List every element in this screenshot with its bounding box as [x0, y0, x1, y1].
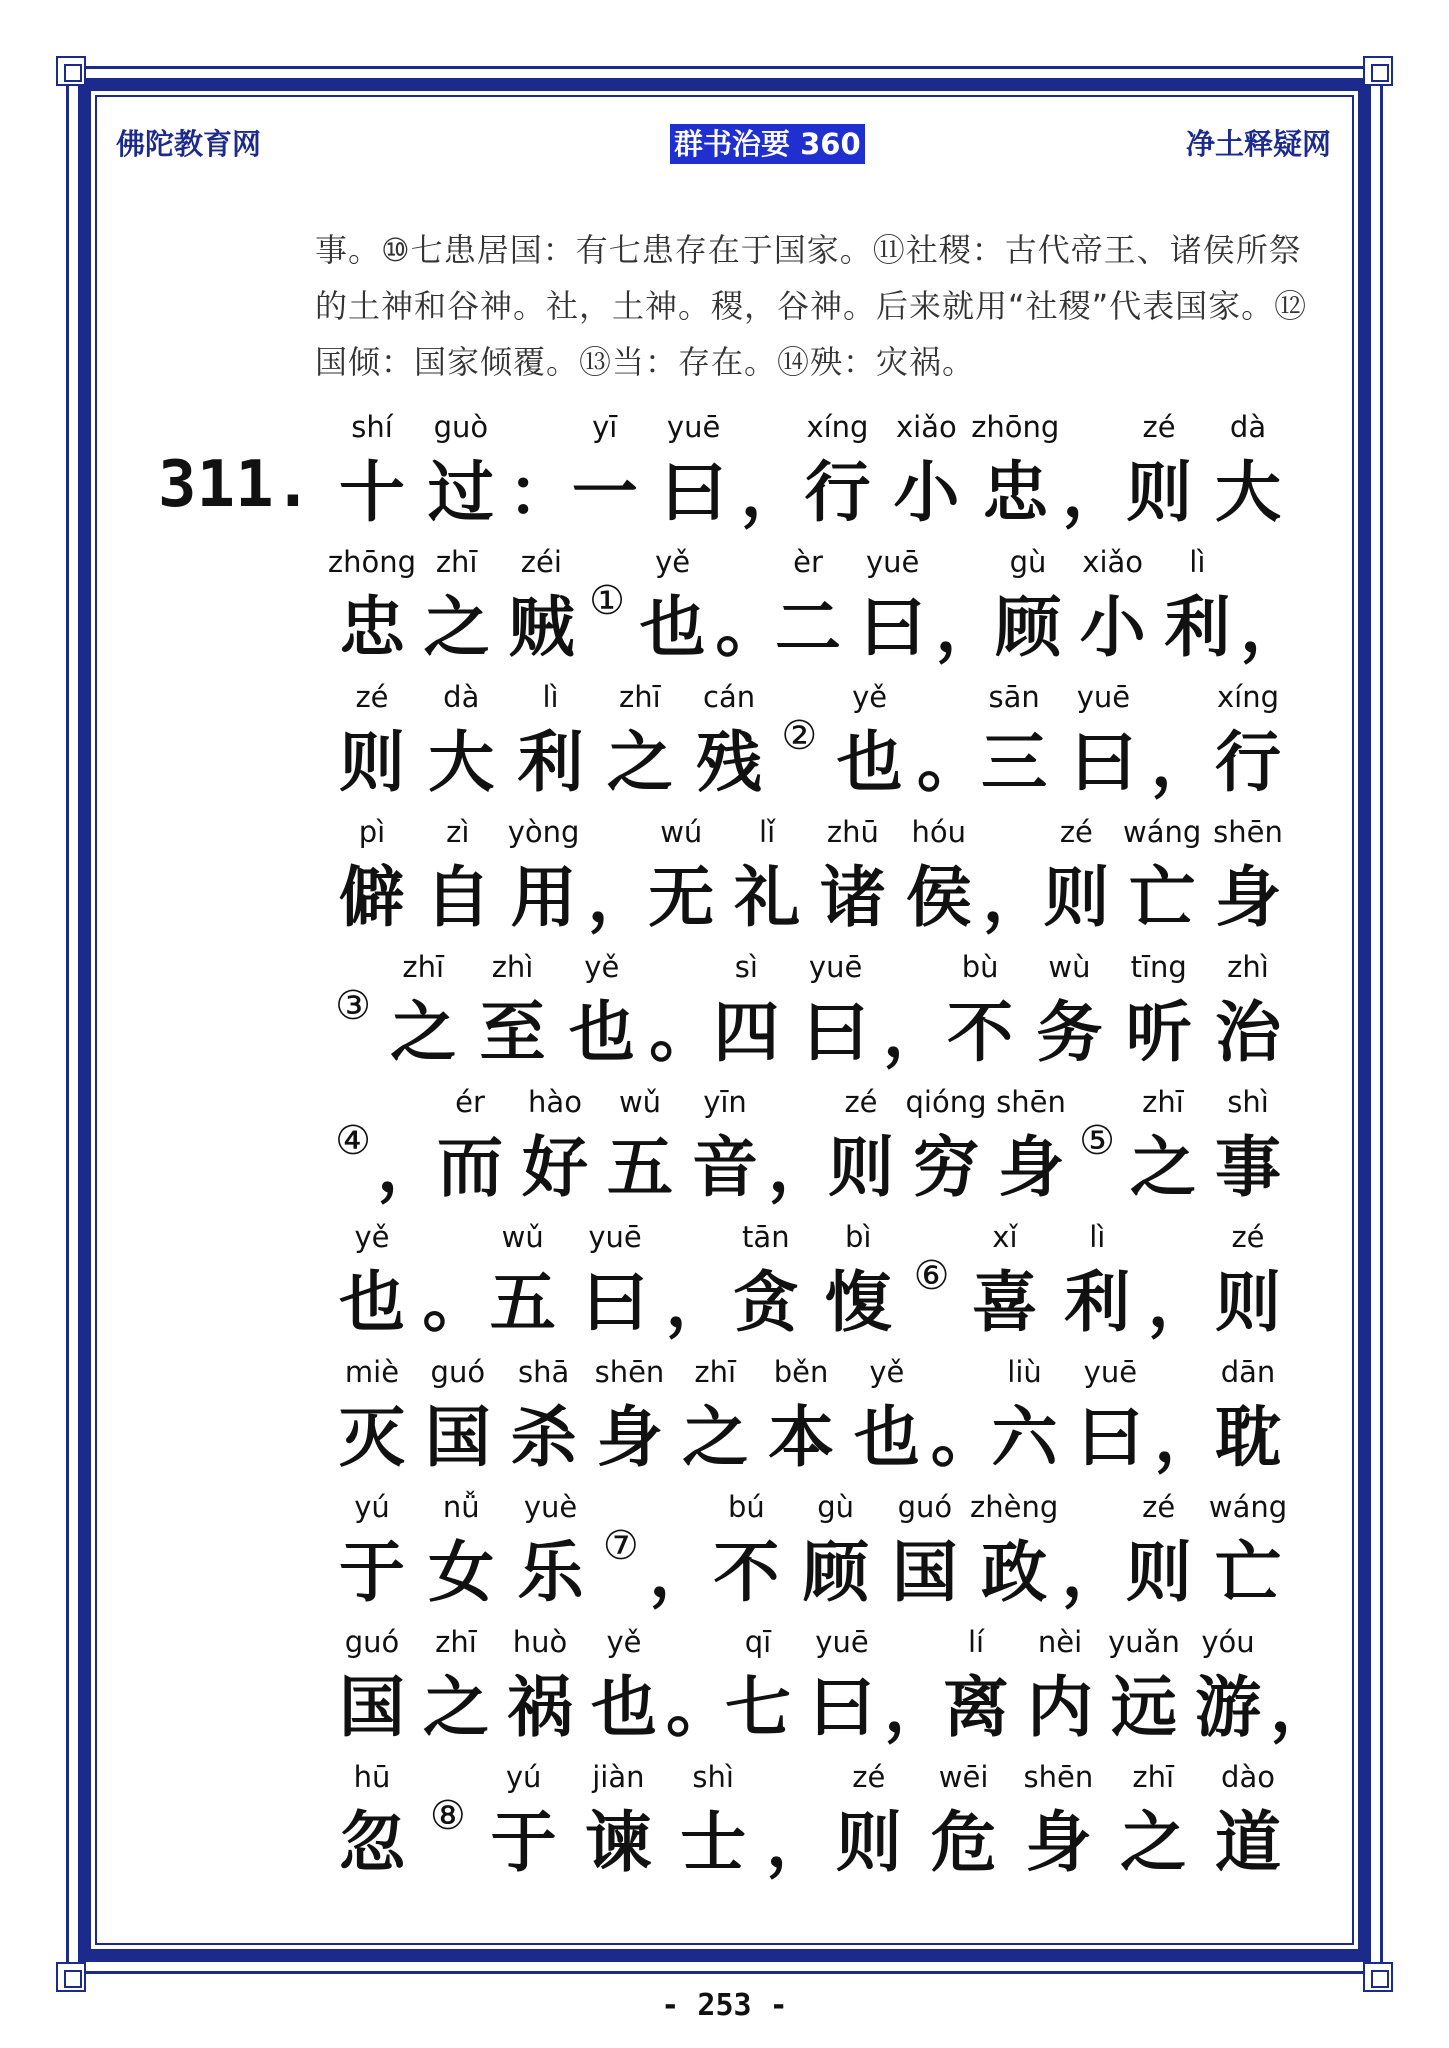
pinyin: guó [897, 1490, 953, 1524]
hanzi: 则 [1125, 1533, 1192, 1611]
hanzi: 而 [437, 1128, 503, 1206]
hanzi: 十 [339, 453, 405, 531]
pinyin: yuē [1083, 1355, 1138, 1389]
pinyin: yě [354, 1220, 390, 1254]
pinyin: xiǎo [895, 410, 957, 444]
syllable-cell [509, 1490, 593, 1630]
pinyin: bù [961, 950, 999, 984]
hanzi: 杀 [510, 1398, 577, 1476]
hanzi: 曰 [660, 453, 727, 531]
hanzi: 贼 [508, 588, 575, 666]
pinyin: zhì [1227, 950, 1269, 984]
pinyin: běn [773, 1355, 829, 1389]
hanzi: 利 [1064, 1263, 1131, 1341]
verse-line [330, 1760, 1290, 1900]
pinyin: wú [660, 815, 703, 849]
pinyin: yú [505, 1760, 542, 1794]
syllable-cell [851, 545, 935, 685]
syllable-cell [1206, 1220, 1290, 1360]
hanzi: 身 [998, 1128, 1064, 1206]
hanzi: 好 [522, 1128, 588, 1206]
pinyin: dān [1220, 1355, 1276, 1389]
pinyin: guó [430, 1355, 486, 1389]
pinyin: yóu [1201, 1625, 1255, 1659]
pinyin: shēn [594, 1355, 665, 1389]
syllable-cell [971, 410, 1060, 550]
hanzi: 自 [424, 858, 491, 936]
punctuation: ， [587, 858, 654, 936]
pinyin: huò [512, 1625, 568, 1659]
punctuation: ， [882, 993, 949, 1071]
punctuation: ， [1270, 1668, 1336, 1746]
hanzi: 顾 [995, 588, 1061, 666]
footnote-marker: ⑦ [602, 1523, 639, 1569]
hanzi: 顾 [802, 1533, 869, 1611]
verse-line [330, 1355, 1290, 1495]
pinyin: zé [1059, 815, 1093, 849]
syllable-cell [794, 950, 878, 1090]
pinyin: pì [358, 815, 386, 849]
pinyin: nèi [1037, 1625, 1083, 1659]
pinyin: zé [1142, 410, 1176, 444]
pinyin: tān [742, 1220, 790, 1254]
pinyin: zéi [520, 545, 562, 579]
hanzi: 耽 [1215, 1398, 1281, 1476]
syllable-cell [989, 1085, 1073, 1225]
hanzi: 则 [828, 1128, 894, 1206]
pinyin: guó [344, 1625, 400, 1659]
pinyin: zhī [435, 1625, 477, 1659]
syllable-cell [560, 950, 644, 1090]
punctuation: 。 [715, 588, 782, 666]
pinyin: bú [727, 1490, 765, 1524]
hanzi: 也 [591, 1668, 657, 1746]
hanzi: 忠 [982, 453, 1049, 531]
syllable-cell [1206, 950, 1290, 1090]
footnote-paragraph: 事。⑩七患居国：有七患存在于国家。⑪社稷：古代帝王、诸侯所祭的土神和谷神。社，土神。稷，谷神。后来就用“社稷”代表国家。⑫国倾：国家倾覆。⑬当：存在。⑭殃：灾祸。 [315, 231, 1308, 381]
punctuation: ， [768, 1128, 834, 1206]
pinyin: wēi [938, 1760, 989, 1794]
pinyin: shēn [996, 1085, 1066, 1119]
syllable-cell [970, 1490, 1059, 1630]
hanzi: 忽 [339, 1803, 405, 1881]
hanzi: 过 [427, 453, 494, 531]
pinyin: yīn [703, 1085, 747, 1119]
syllable-cell [582, 1625, 666, 1765]
hanzi: 至 [479, 993, 546, 1071]
pinyin: lí [967, 1625, 985, 1659]
hanzi: 务 [1036, 993, 1103, 1071]
pinyin: lǐ [759, 815, 776, 849]
hanzi: 女 [428, 1533, 495, 1611]
hanzi: 贪 [732, 1263, 799, 1341]
pinyin: yě [869, 1355, 905, 1389]
punctuation: 。 [649, 993, 716, 1071]
hanzi: 则 [1043, 858, 1110, 936]
pinyin: yú [354, 1490, 390, 1524]
pinyin: xǐ [992, 1220, 1018, 1254]
hanzi: 曰 [1077, 1398, 1144, 1476]
footnote-marker: ② [781, 713, 818, 759]
pinyin: yuē [815, 1625, 869, 1659]
pinyin: wǔ [618, 1085, 662, 1119]
syllable-cell [800, 1625, 884, 1765]
hanzi: 七 [725, 1668, 791, 1746]
pinyin: zhī [694, 1355, 737, 1389]
hanzi: 曰 [809, 1668, 875, 1746]
hanzi: 国 [424, 1398, 491, 1476]
hanzi: 大 [428, 723, 495, 801]
verse-line [330, 410, 1290, 550]
hanzi: 之 [606, 723, 673, 801]
pinyin: yī [592, 410, 618, 444]
hanzi: 远 [1111, 1668, 1177, 1746]
syllable-cell [330, 1085, 376, 1225]
syllable-cell [845, 1355, 929, 1495]
verse-line [330, 950, 1290, 1090]
punctuation: ， [1154, 1398, 1221, 1476]
pinyin: dà [443, 680, 480, 714]
pinyin: zé [852, 1760, 886, 1794]
verse-line [330, 1220, 1290, 1360]
hanzi: 国 [891, 1533, 958, 1611]
punctuation: ， [1061, 1533, 1128, 1611]
pinyin: gù [817, 1490, 855, 1524]
pinyin: yuǎn [1108, 1625, 1180, 1659]
hanzi: 残 [696, 723, 763, 801]
hanzi: 利 [517, 723, 584, 801]
pinyin: zhī [1142, 1085, 1184, 1119]
hanzi: 于 [339, 1533, 405, 1611]
hanzi: 士 [680, 1803, 747, 1881]
hanzi: 侯 [905, 858, 972, 936]
syllable-cell [1206, 1085, 1290, 1225]
hanzi: 二 [775, 588, 841, 666]
pinyin: shì [692, 1760, 734, 1794]
punctuation: ， [1062, 453, 1129, 531]
pinyin: dào [1221, 1760, 1275, 1794]
hanzi: 听 [1125, 993, 1192, 1071]
pinyin: guò [433, 410, 489, 444]
header-left-site: 佛陀教育网 [116, 127, 262, 161]
hanzi: 礼 [734, 858, 801, 936]
syllable-cell [573, 1220, 657, 1360]
pinyin: zé [1231, 1220, 1265, 1254]
hanzi: 不 [947, 993, 1014, 1071]
syllable-cell [1206, 1355, 1290, 1495]
hanzi: 六 [991, 1398, 1058, 1476]
syllable-cell [1068, 1355, 1152, 1495]
pinyin: zì [446, 815, 470, 849]
pinyin: yě [584, 950, 620, 984]
pinyin: èr [793, 545, 823, 579]
hanzi: 也 [639, 588, 706, 666]
syllable-cell [816, 1220, 900, 1360]
hanzi: 不 [713, 1533, 780, 1611]
punctuation: 。 [916, 723, 983, 801]
pinyin: hū [353, 1760, 391, 1794]
pinyin: yě [655, 545, 691, 579]
page-number: - 253 - [661, 1988, 788, 2023]
hanzi: 灭 [339, 1398, 405, 1476]
hanzi: 谏 [585, 1803, 652, 1881]
pinyin: wǔ [501, 1220, 544, 1254]
hanzi: 诸 [819, 858, 886, 936]
hanzi: 事 [1215, 1128, 1281, 1206]
hanzi: 利 [1164, 588, 1231, 666]
pinyin: cán [703, 680, 756, 714]
punctuation: ， [982, 858, 1049, 936]
punctuation: ， [1240, 588, 1306, 666]
hanzi: 行 [804, 453, 871, 531]
footnote-marker: ⑥ [913, 1253, 950, 1299]
pinyin: lì [542, 680, 559, 714]
pinyin: bì [844, 1220, 872, 1254]
hanzi: 小 [1079, 588, 1146, 666]
syllable-cell [1206, 1490, 1290, 1630]
hanzi: 则 [339, 723, 405, 801]
hanzi: 于 [490, 1803, 557, 1881]
hanzi: 曰 [582, 1263, 649, 1341]
hanzi: 离 [943, 1668, 1009, 1746]
hanzi: 也 [853, 1398, 920, 1476]
pinyin: wáng [1123, 815, 1202, 849]
pinyin: zé [355, 680, 389, 714]
pinyin: shā [517, 1355, 570, 1389]
pinyin: wù [1048, 950, 1091, 984]
syllable-cell [1061, 680, 1145, 820]
hanzi: 行 [1215, 723, 1281, 801]
pinyin: yuē [1076, 680, 1131, 714]
pinyin: zhī [618, 680, 661, 714]
punctuation: ， [766, 1803, 832, 1881]
verse-line [330, 680, 1290, 820]
syllable-cell [683, 1085, 767, 1225]
hanzi: 也 [568, 993, 635, 1071]
verse-line [330, 815, 1290, 955]
hanzi: 曰 [859, 588, 926, 666]
pinyin: lì [1189, 545, 1206, 579]
pinyin: yuē [588, 1220, 642, 1254]
pinyin: zhōng [971, 410, 1060, 444]
hanzi: 僻 [339, 858, 405, 936]
punctuation: ， [935, 588, 1002, 666]
syllable-cell [598, 1490, 644, 1630]
hanzi: 身 [1215, 858, 1281, 936]
footnote-marker: ① [589, 578, 625, 624]
frame-corner-ornament [56, 56, 86, 86]
hanzi: 则 [835, 1803, 902, 1881]
syllable-cell [330, 1220, 414, 1360]
hanzi: 五 [489, 1263, 556, 1341]
hanzi: 愎 [825, 1263, 892, 1341]
syllable-cell [502, 815, 586, 955]
punctuation: ， [649, 1533, 716, 1611]
syllable-cell [1155, 545, 1239, 685]
syllable-cell [631, 545, 715, 685]
pinyin: xiǎo [1082, 545, 1144, 579]
pinyin: lì [1089, 1220, 1106, 1254]
pinyin: zhōng [327, 545, 417, 579]
hanzi: 也 [339, 1263, 405, 1341]
pinyin: shì [1227, 1085, 1269, 1119]
hanzi: 五 [607, 1128, 673, 1206]
pinyin: wáng [1208, 1490, 1288, 1524]
hanzi: 三 [981, 723, 1048, 801]
hanzi: 亡 [1215, 1533, 1281, 1611]
punctuation: ： [507, 453, 574, 531]
footnote-marker: ④ [335, 1118, 371, 1164]
frame-corner-ornament [1363, 56, 1393, 86]
pinyin: nǚ [442, 1490, 480, 1524]
pinyin: zhū [826, 815, 879, 849]
punctuation: ， [377, 1128, 443, 1206]
hanzi: 本 [768, 1398, 835, 1476]
hanzi: 则 [1215, 1263, 1281, 1341]
pinyin: zhī [1132, 1760, 1175, 1794]
hanzi: 大 [1215, 453, 1281, 531]
hanzi: 曰 [802, 993, 869, 1071]
verse-line [330, 1085, 1290, 1225]
hanzi: 之 [682, 1398, 749, 1476]
hanzi: 之 [423, 1668, 489, 1746]
pinyin: tīng [1130, 950, 1187, 984]
hanzi: 亡 [1129, 858, 1196, 936]
header-right-site: 净土释疑网 [1185, 127, 1331, 161]
pinyin: gù [1009, 545, 1047, 579]
pinyin: qióng [905, 1085, 987, 1119]
syllable-cell [1206, 680, 1290, 820]
pinyin: qī [744, 1625, 772, 1659]
syllable-cell [499, 545, 583, 685]
punctuation: 。 [422, 1263, 489, 1341]
hanzi: 道 [1215, 1803, 1281, 1881]
pinyin: shēn [1213, 815, 1283, 849]
syllable-cell [687, 680, 771, 820]
pinyin: shēn [1023, 1760, 1094, 1794]
header-book-title: 群书治要 360 [670, 124, 865, 164]
pinyin: yuē [865, 545, 920, 579]
hanzi: 之 [390, 993, 457, 1071]
pinyin: shí [351, 410, 393, 444]
hanzi: 也 [836, 723, 903, 801]
verse-line [330, 1625, 1336, 1765]
hanzi: 之 [423, 588, 490, 666]
verse-number: 311. [158, 448, 313, 522]
pinyin: liù [1007, 1355, 1042, 1389]
pinyin: sān [988, 680, 1040, 714]
verse-line [330, 1490, 1290, 1630]
punctuation: ， [740, 453, 807, 531]
syllable-cell [330, 1760, 414, 1900]
syllable-cell [897, 815, 981, 955]
punctuation: ， [1150, 723, 1217, 801]
pinyin: xíng [806, 410, 869, 444]
hanzi: 则 [1126, 453, 1193, 531]
hanzi: 危 [930, 1803, 997, 1881]
hanzi: 一 [571, 453, 638, 531]
syllable-cell [1240, 545, 1306, 685]
syllable-cell [1186, 1625, 1270, 1765]
syllable-cell [1055, 1220, 1139, 1360]
pinyin: miè [344, 1355, 400, 1389]
hanzi: 四 [713, 993, 780, 1071]
punctuation: ， [884, 1668, 950, 1746]
hanzi: 小 [893, 453, 960, 531]
pinyin: yuē [666, 410, 721, 444]
syllable-cell [828, 680, 912, 820]
footnote-marker: ⑧ [429, 1793, 466, 1839]
syllable-cell [1206, 410, 1290, 550]
syllable-cell [1206, 1760, 1290, 1900]
punctuation: 。 [930, 1398, 997, 1476]
hanzi: 穷 [913, 1128, 979, 1206]
hanzi: 曰 [1070, 723, 1137, 801]
hanzi: 忠 [339, 588, 405, 666]
pinyin: yě [606, 1625, 642, 1659]
pinyin: ér [455, 1085, 485, 1119]
syllable-cell [1206, 815, 1290, 955]
hanzi: 之 [1130, 1128, 1196, 1206]
pinyin: zhì [491, 950, 534, 984]
pinyin: xíng [1216, 680, 1279, 714]
pinyin: zhī [402, 950, 445, 984]
hanzi: 喜 [971, 1263, 1038, 1341]
pinyin: zé [844, 1085, 878, 1119]
pinyin: sì [734, 950, 758, 984]
verse-line [327, 545, 1306, 685]
hanzi: 之 [1120, 1803, 1187, 1881]
pinyin: yòng [507, 815, 580, 849]
pinyin: yuē [808, 950, 863, 984]
hanzi: 政 [981, 1533, 1048, 1611]
footnote-marker: ③ [335, 983, 371, 1029]
pinyin: zhī [435, 545, 478, 579]
syllable-cell [652, 410, 736, 550]
punctuation: ， [665, 1263, 732, 1341]
footnote-marker: ⑤ [1079, 1118, 1115, 1164]
pinyin: hào [528, 1085, 582, 1119]
pinyin: zhèng [970, 1490, 1059, 1524]
pinyin: dà [1229, 410, 1267, 444]
hanzi: 乐 [517, 1533, 584, 1611]
pinyin: yě [852, 680, 888, 714]
punctuation: ， [1147, 1263, 1214, 1341]
punctuation: 。 [666, 1668, 732, 1746]
hanzi: 无 [648, 858, 715, 936]
hanzi: 用 [510, 858, 577, 936]
syllable-cell [1270, 1625, 1336, 1765]
hanzi: 游 [1195, 1668, 1261, 1746]
hanzi: 治 [1215, 993, 1281, 1071]
hanzi: 国 [339, 1668, 405, 1746]
syllable-cell [419, 410, 503, 550]
pinyin: jiàn [592, 1760, 645, 1794]
pinyin: yuè [523, 1490, 578, 1524]
hanzi: 内 [1027, 1668, 1093, 1746]
pinyin: zé [1142, 1490, 1176, 1524]
syllable-cell [671, 1760, 755, 1900]
pinyin: hóu [911, 815, 966, 849]
hanzi: 身 [596, 1398, 663, 1476]
hanzi: 音 [692, 1128, 758, 1206]
hanzi: 身 [1025, 1803, 1092, 1881]
hanzi: 祸 [507, 1668, 573, 1746]
